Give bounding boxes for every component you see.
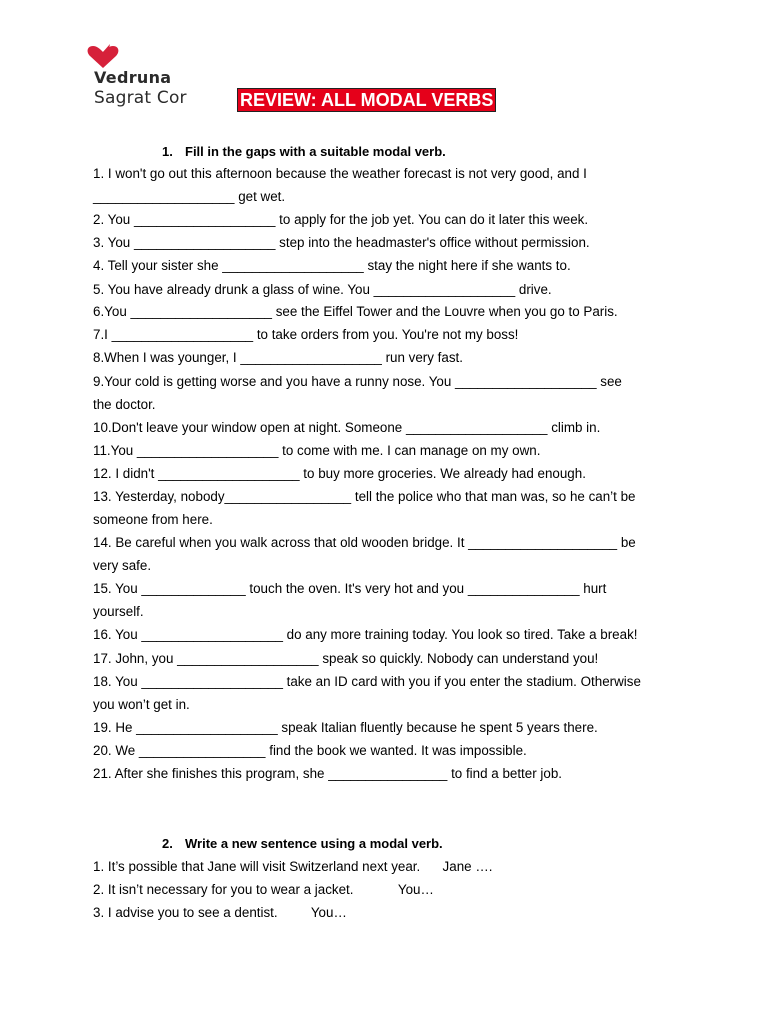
exercise-line: someone from here. [93, 512, 213, 527]
section-1-number: 1. [162, 144, 173, 159]
exercise-line: 16. You ___________________ do any more training today. You look so tired. Take a break! [93, 627, 638, 642]
exercise-line: 1. I won't go out this afternoon because the weather forecast is not very good, and I [93, 166, 587, 181]
exercise-line: the doctor. [93, 397, 156, 412]
exercise-line: 12. I didn't ___________________ to buy more groceries. We already had enough. [93, 466, 586, 481]
logo-name-line1: Vedruna [94, 68, 172, 87]
exercise-line: 19. He ___________________ speak Italian fluently because he spent 5 years there. [93, 720, 598, 735]
exercise-line: 18. You ___________________ take an ID card with you if you enter the stadium. Otherwise [93, 674, 641, 689]
page-title: REVIEW: ALL MODAL VERBS [237, 88, 496, 112]
exercise-line: very safe. [93, 558, 152, 573]
rewrite-line: 2. It isn’t necessary for you to wear a jacket. You… [93, 882, 434, 897]
exercise-line: 14. Be careful when you walk across that old wooden bridge. It ____________________ be [93, 535, 636, 550]
school-logo [86, 44, 206, 114]
exercise-line: 9.Your cold is getting worse and you have a runny nose. You ___________________ see [93, 374, 622, 389]
section-2-heading [162, 836, 443, 851]
exercise-line: 11.You ___________________ to come with me. I can manage on my own. [93, 443, 541, 458]
exercise-line: 15. You ______________ touch the oven. It's very hot and you _______________ hurt [93, 581, 607, 596]
rewrite-line: 1. It’s possible that Jane will visit Switzerland next year. Jane …. [93, 859, 493, 874]
exercise-line: 6.You ___________________ see the Eiffel Tower and the Louvre when you go to Paris. [93, 304, 618, 319]
exercise-line: 7.I ___________________ to take orders from you. You're not my boss! [93, 327, 519, 342]
exercise-line: 5. You have already drunk a glass of wine. You ___________________ drive. [93, 282, 552, 297]
exercise-line: 17. John, you ___________________ speak so quickly. Nobody can understand you! [93, 651, 599, 666]
exercise-line: yourself. [93, 604, 144, 619]
rewrite-line: 3. I advise you to see a dentist. You… [93, 905, 347, 920]
exercise-line: 8.When I was younger, I ___________________ run very fast. [93, 350, 463, 365]
section-1-heading [162, 144, 446, 159]
heart-icon [86, 44, 120, 70]
section-2-heading-text: Write a new sentence using a modal verb. [185, 836, 443, 851]
exercise-line: 20. We _________________ find the book we wanted. It was impossible. [93, 743, 527, 758]
exercise-line: 21. After she finishes this program, she ________________ to find a better job. [93, 766, 562, 781]
exercise-line: you won’t get in. [93, 697, 190, 712]
logo-name-line2: Sagrat Cor [94, 88, 187, 108]
exercise-line: 3. You ___________________ step into the headmaster's office without permission. [93, 235, 590, 250]
section-1-heading-text: Fill in the gaps with a suitable modal verb. [185, 144, 446, 159]
exercise-line: 2. You ___________________ to apply for the job yet. You can do it later this week. [93, 212, 589, 227]
exercise-line: ___________________ get wet. [93, 189, 286, 204]
exercise-line: 4. Tell your sister she ___________________ stay the night here if she wants to. [93, 258, 571, 273]
exercise-line: 10.Don't leave your window open at night. Someone ___________________ climb in. [93, 420, 601, 435]
exercise-line: 13. Yesterday, nobody_________________ tell the police who that man was, so he can’t be [93, 489, 636, 504]
section-2-number: 2. [162, 836, 173, 851]
